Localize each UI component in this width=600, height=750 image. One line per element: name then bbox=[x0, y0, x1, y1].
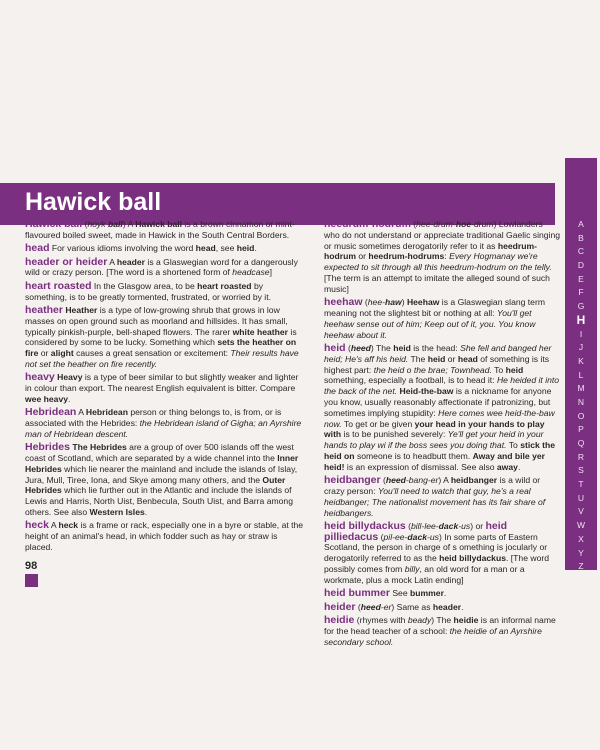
entry-text: Heather bbox=[65, 304, 98, 315]
dictionary-entry bbox=[25, 281, 305, 303]
dictionary-entry bbox=[324, 615, 560, 647]
entry-text: . bbox=[144, 507, 148, 518]
entry-text: ) Lowlanders who do not understand or appreciate traditional Gaelic singing or music sometimes derogatorily refer to it as bbox=[324, 219, 561, 251]
entry-text: is a Glaswegian slang term meaning not the slightest bit or nothing at all: bbox=[324, 297, 545, 318]
entry-text: pil-ee- bbox=[383, 531, 408, 542]
thumb-index-letter: Z bbox=[578, 561, 584, 572]
headword: heather bbox=[25, 303, 63, 316]
entry-text: . [The word possibly comes from bbox=[324, 553, 549, 575]
entry-text: your head in your hands to play with bbox=[324, 418, 545, 440]
entry-text: ) In some parts of Eastern Scotland, the person in charge of s omething is jocularly or derogatorily referred to as the bbox=[324, 531, 548, 564]
thumb-index-letter: T bbox=[578, 479, 584, 490]
entry-text: ] bbox=[269, 267, 272, 278]
entry-text: , an old word for a man or a workmate, plus a mock Latin ending] bbox=[324, 564, 525, 585]
entry-text: heedrum-hodrum bbox=[324, 240, 537, 262]
entry-text: heidie bbox=[453, 615, 479, 626]
thumb-index-letter: W bbox=[576, 520, 586, 531]
entry-text: wee heavy bbox=[25, 393, 68, 404]
thumb-index-letter: M bbox=[577, 383, 585, 394]
entry-text: Ye'll get your heid in your hands to play wi if the boss sees you doing that. bbox=[324, 429, 544, 451]
entry-text: You'll get heehaw sense out of him; Keep out of it, you. You know heehaw about it. bbox=[324, 307, 536, 340]
entry-text: or bbox=[355, 251, 369, 262]
entry-text: headcase bbox=[232, 267, 270, 278]
entry-text: is a Glaswegian word for a dangerously wild or crazy person. [The word is a shortened form of bbox=[25, 256, 298, 278]
dictionary-entry bbox=[25, 520, 305, 552]
entry-text: head bbox=[195, 243, 216, 254]
entry-text: is a type of low-growing shrub that grows in low masses on open ground such as moorland and hillsides. It has small, typically pinkish-purple, bell-shaped flowers. The rarer bbox=[25, 304, 288, 337]
dictionary-entry bbox=[25, 372, 305, 404]
entry-text: something, especially a football, is to head it: bbox=[324, 375, 497, 386]
thumb-index-letter: B bbox=[578, 232, 584, 243]
dictionary-entry bbox=[324, 297, 560, 340]
entry-text: : bbox=[444, 251, 450, 262]
entry-text: someone is to headbutt them. bbox=[354, 450, 473, 461]
headword: heedrum-hodrum bbox=[324, 218, 411, 230]
entry-text: Their results have not set the heather on fire recently. bbox=[25, 348, 299, 369]
entry-text: Outer Hebrides bbox=[25, 474, 286, 496]
entry-text: billy bbox=[404, 564, 420, 575]
entry-text: You'll need to watch that guy, he's a real heidbanger; The nationalist movement has its fair share of heidbangers. bbox=[324, 485, 546, 518]
headword: heid billydackus bbox=[324, 519, 406, 532]
entry-text: is a type of beer similar to but slightly weaker and lighter in colour than export. The nearest English equivalent is bitter. Compare bbox=[25, 372, 299, 394]
thumb-index-letter: N bbox=[577, 396, 585, 407]
headword: heehaw bbox=[324, 296, 363, 309]
entry-text: -er bbox=[380, 601, 392, 612]
section-title: Hawick ball bbox=[25, 188, 162, 216]
thumb-index-letter: D bbox=[577, 260, 585, 271]
entry-text: is a wild or crazy person: bbox=[324, 475, 541, 496]
entry-text: bill-lee- bbox=[410, 520, 439, 531]
dictionary-entry bbox=[324, 219, 560, 295]
entry-text: header bbox=[116, 256, 146, 267]
entry-text: heed bbox=[385, 475, 406, 486]
entry-text: . bbox=[461, 601, 464, 612]
dictionary-entry bbox=[324, 475, 560, 518]
entry-text: is considered by some to be lucky. Something which bbox=[25, 326, 297, 348]
entry-text: person or thing belongs to, is from, or is associated with the Hebrides: bbox=[25, 407, 282, 429]
thumb-index-letter: R bbox=[577, 451, 585, 462]
dictionary-entry bbox=[324, 588, 560, 599]
entry-text: the heidie of an Ayrshire secondary school. bbox=[324, 625, 542, 647]
headword: Hawick ball bbox=[25, 218, 83, 230]
entry-text: which lie further out in the Atlantic and include the islands of Lewis and Harris, North Uist, Benbecula, South Uist, and Barra among others. See also bbox=[25, 485, 293, 518]
entry-text: She fell and banged her heid; He's aff his heid. bbox=[324, 342, 552, 364]
entry-text: heid bbox=[393, 342, 411, 353]
entry-text: , see bbox=[215, 243, 237, 254]
entry-text: Away and bile yer heid! bbox=[324, 450, 546, 472]
entry-text: A bbox=[107, 256, 117, 267]
headword: head bbox=[25, 242, 50, 255]
entry-text: The Hebrides bbox=[72, 442, 127, 453]
entry-text: causes a great sensation or excitement: bbox=[73, 348, 231, 359]
entry-text: ) Same as bbox=[391, 601, 433, 612]
thumb-index-letter: O bbox=[577, 410, 585, 421]
entry-text: is the head: bbox=[410, 342, 461, 353]
thumb-index-letter: X bbox=[578, 533, 584, 544]
entry-text: ball bbox=[108, 219, 123, 229]
entry-text: head bbox=[457, 353, 478, 364]
entry-text: dack bbox=[438, 520, 459, 531]
thumb-index-letter: G bbox=[577, 301, 585, 312]
thumb-index-letter: P bbox=[578, 424, 584, 435]
entry-text: heidbanger bbox=[450, 475, 498, 486]
headword: header or heider bbox=[25, 255, 108, 268]
entry-text: sets the heather on fire bbox=[25, 337, 297, 359]
entry-text: Every Hogmanay we're expected to sit through all this heedrum-hodrum on the telly. bbox=[324, 251, 552, 273]
entry-text: which lie nearer the mainland and include the islands of Islay, Jura, Mull, Tiree, Iona, and Skye among many others, and the bbox=[25, 463, 298, 485]
headword: Hebrides bbox=[25, 441, 70, 454]
dictionary-entry bbox=[25, 442, 305, 518]
entry-text: ) bbox=[401, 297, 407, 308]
entry-text: See bbox=[389, 588, 411, 599]
headword: heavy bbox=[25, 371, 55, 384]
entry-text: To bbox=[506, 440, 521, 451]
entry-text: A bbox=[48, 520, 59, 531]
entry-text: ( bbox=[405, 520, 411, 531]
entry-text: stick the heid on bbox=[324, 440, 556, 461]
left-column bbox=[25, 219, 305, 555]
dictionary-entry bbox=[324, 521, 560, 586]
entry-text: is to be punished severely: bbox=[341, 429, 448, 440]
entry-text: For various idioms involving the word bbox=[49, 243, 196, 254]
entry-text: . bbox=[443, 588, 447, 599]
entry-text: Hawick ball bbox=[135, 219, 183, 229]
entry-text: bummer bbox=[410, 588, 444, 599]
entry-text: hee-drum- bbox=[416, 219, 456, 229]
entry-text: is a nickname for anyone you know, usually reasonably affectionate if patronizing, but sometimes implying stupidity: bbox=[324, 386, 552, 418]
entry-text: heck bbox=[58, 520, 79, 531]
dictionary-entry bbox=[25, 407, 305, 439]
entry-text: -us bbox=[427, 531, 439, 542]
thumb-index-letter: K bbox=[578, 355, 584, 366]
entry-text: heart roasted bbox=[197, 280, 252, 291]
entry-text: heed bbox=[350, 342, 371, 353]
entry-text: heid bbox=[236, 243, 255, 254]
entry-text: In the Glasgow area, to be bbox=[91, 280, 198, 291]
entry-text: ( bbox=[410, 219, 417, 229]
headword: heidie bbox=[324, 614, 355, 627]
entry-text: are a group of over 500 islands off the west coast of Scotland, which are separated by a wide channel into the bbox=[25, 442, 294, 464]
thumb-index-letter: U bbox=[577, 492, 585, 503]
entry-text: away bbox=[496, 461, 518, 472]
entry-text: hoe bbox=[455, 219, 472, 229]
dictionary-entry bbox=[25, 219, 305, 241]
entry-text: ( bbox=[82, 219, 88, 229]
entry-text: ) The bbox=[370, 342, 394, 353]
entry-text: To get or be given bbox=[341, 418, 415, 429]
entry-text: or bbox=[38, 348, 51, 359]
thumb-index-letters bbox=[565, 218, 597, 574]
entry-text: He heided it into the back of the net. bbox=[324, 375, 560, 397]
entry-text: Western Isles bbox=[89, 507, 145, 518]
headword: Hebridean bbox=[25, 406, 77, 419]
entry-text: is a frame or rack, especially one in a byre or stable, at the height of an animal's head, in which fodder such as hay or straw is placed. bbox=[25, 520, 304, 553]
headword: heid bbox=[324, 341, 346, 354]
page-number: 98 bbox=[25, 560, 38, 572]
headword: heid pilliedacus bbox=[324, 519, 508, 543]
headword: heck bbox=[25, 519, 49, 532]
entry-text: A bbox=[76, 407, 86, 418]
headword: heidbanger bbox=[324, 474, 381, 487]
headword: heart roasted bbox=[25, 279, 92, 292]
entry-text: heid bbox=[505, 364, 524, 375]
entry-text: header bbox=[432, 601, 462, 612]
headword: heid bummer bbox=[324, 587, 390, 600]
entry-text: dack bbox=[407, 531, 428, 542]
entry-text: the Hebridean island of Gigha; an Ayrshire man of Hebridean descent. bbox=[25, 418, 302, 439]
entry-text: ( bbox=[378, 531, 384, 542]
entry-text: of something is its highest part: bbox=[324, 353, 550, 375]
dictionary-entry bbox=[324, 602, 560, 613]
entry-text: heedrum-hodrums bbox=[368, 251, 445, 262]
entry-text: Heid-the-baw bbox=[399, 386, 454, 397]
entry-text: ) A bbox=[122, 219, 136, 229]
thumb-index-letter: Y bbox=[578, 547, 584, 558]
thumb-index-letter: I bbox=[579, 328, 583, 339]
entry-text: is an expression of dismissal. See also bbox=[344, 461, 497, 472]
entry-text: Heehaw bbox=[406, 297, 440, 308]
entry-text: (rhymes with bbox=[354, 615, 408, 626]
entry-text: . bbox=[254, 243, 257, 254]
thumb-index-letter: C bbox=[577, 246, 585, 257]
thumb-index-letter: A bbox=[578, 219, 584, 229]
entry-text: alight bbox=[50, 348, 74, 359]
dictionary-entry bbox=[25, 257, 305, 279]
entry-text: heed bbox=[360, 601, 381, 612]
entry-text: ) or bbox=[470, 520, 486, 531]
entry-text: -drum bbox=[471, 219, 494, 229]
entry-text: ( bbox=[380, 475, 386, 486]
entry-text: hee- bbox=[367, 297, 385, 308]
entry-text: Heavy bbox=[57, 372, 83, 383]
entry-text: heid billydackus bbox=[439, 553, 506, 564]
entry-text: ( bbox=[345, 342, 351, 353]
entry-text: [The term is an attempt to imitate the alleged sound of such music] bbox=[324, 272, 550, 294]
entry-text: hoyk bbox=[87, 219, 108, 229]
page-marker bbox=[25, 574, 38, 587]
entry-text: ( bbox=[355, 601, 361, 612]
entry-text: heid bbox=[427, 353, 446, 364]
thumb-index-letter: H bbox=[576, 312, 586, 327]
thumb-index-letter: F bbox=[578, 287, 584, 298]
entry-text: The bbox=[408, 353, 428, 364]
dictionary-entry bbox=[25, 305, 305, 370]
entry-text: beady bbox=[407, 615, 432, 626]
entry-text: . bbox=[68, 393, 71, 404]
thumb-index-letter: V bbox=[578, 506, 584, 517]
entry-text: ) The bbox=[431, 615, 454, 626]
entry-text: is a brown cinnamon or mint-flavoured boiled sweet, made in Hawick in the South Central Borders. bbox=[25, 219, 295, 240]
entry-text: -bang-er bbox=[405, 475, 439, 486]
entry-text: is an informal name for the head teacher of a school: bbox=[324, 615, 556, 636]
thumb-index-letter: S bbox=[578, 465, 584, 476]
right-column bbox=[324, 219, 560, 650]
entry-text: ) A bbox=[438, 475, 451, 486]
thumb-index-letter: J bbox=[578, 342, 584, 353]
entry-text: Hebridean bbox=[85, 407, 128, 418]
entry-text: Inner Hebrides bbox=[25, 453, 299, 474]
dictionary-entry bbox=[25, 243, 305, 254]
entry-text: ( bbox=[362, 297, 368, 308]
dictionary-entry bbox=[324, 343, 560, 473]
entry-text: Here comes wee heid-the-baw now. bbox=[324, 407, 555, 429]
entry-text: white heather bbox=[232, 326, 289, 337]
entry-text: the heid o the brae; Townhead. bbox=[373, 364, 492, 375]
entry-text: or bbox=[445, 353, 458, 364]
entry-text: by something, is to be greatly tormented, frustrated, or worried by it. bbox=[25, 280, 271, 302]
entry-text: haw bbox=[384, 297, 402, 308]
thumb-index-letter: L bbox=[578, 369, 584, 380]
entry-text: To bbox=[491, 364, 506, 375]
entry-text: . bbox=[517, 461, 521, 472]
thumb-index-letter: Q bbox=[577, 438, 585, 448]
entry-text: -us bbox=[458, 520, 471, 531]
headword: heider bbox=[324, 600, 356, 613]
thumb-index-letter: E bbox=[578, 273, 584, 284]
